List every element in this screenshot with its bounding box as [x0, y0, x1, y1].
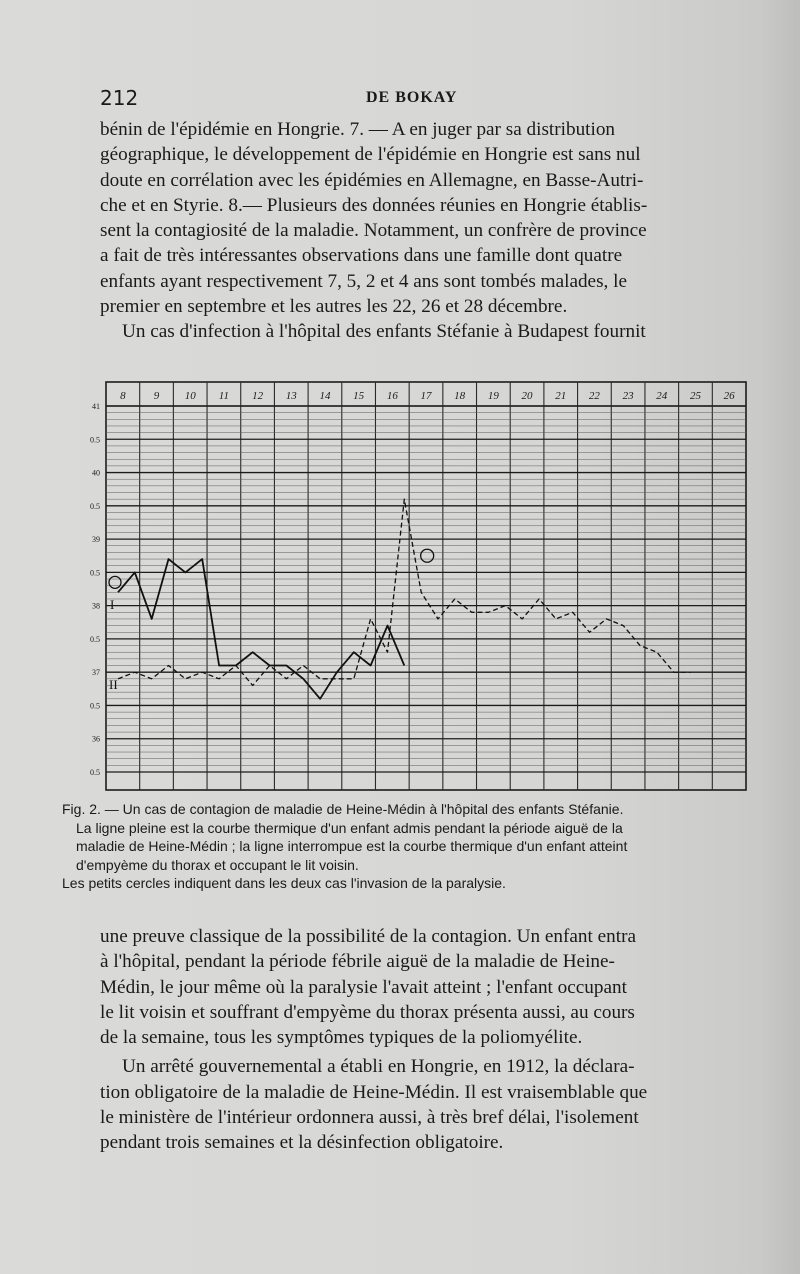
text-line: a fait de très intéressantes observations dans une famille dont quatre	[100, 245, 623, 267]
caption-line: d'empyème du thorax et occupant le lit voisin.	[76, 856, 359, 873]
text-line: le ministère de l'intérieur ordonnera aussi, à très bref délai, l'isolement	[100, 1107, 639, 1129]
text-line: tion obligatoire de la maladie de Heine-Médin. Il est vraisemblable que	[100, 1081, 648, 1103]
day-label: 14	[319, 390, 331, 402]
day-label: 23	[622, 390, 634, 402]
temperature-label: 39	[92, 535, 100, 545]
paragraph-intro	[100, 117, 730, 345]
caption-line: La ligne pleine est la courbe thermique d'un enfant admis pendant la période aiguë de la	[76, 819, 623, 836]
temperature-label: 0.5	[90, 568, 100, 578]
day-label: 22	[588, 390, 600, 402]
day-label: 25	[689, 390, 701, 402]
text-line: Médin, le jour même où la paralysie l'avait atteint ; l'enfant occupant	[100, 976, 627, 998]
temperature-labels	[90, 402, 100, 777]
paragraph-contagion	[100, 924, 730, 1156]
caption-line: Les petits cercles indiquent dans les deux cas l'invasion de la paralysie.	[62, 875, 506, 891]
day-label: 12	[252, 390, 264, 402]
caption-line: maladie de Heine-Médin ; la ligne interrompue est la courbe thermique d'un enfant atteint	[76, 838, 628, 854]
day-label: 19	[487, 390, 499, 402]
temperature-label: 0.5	[90, 701, 100, 711]
day-label: 21	[555, 390, 567, 402]
roman-two-label: II	[109, 676, 118, 692]
text-line: premier en septembre et les autres les 22, 26 et 28 décembre.	[100, 296, 568, 318]
day-label: 20	[521, 390, 533, 402]
text-line: sent la contagiosité de la maladie. Notamment, un confrère de province	[100, 220, 647, 242]
roman-one-label: I	[110, 596, 115, 612]
temperature-label: 0.5	[90, 634, 100, 644]
chart-markers	[109, 549, 434, 692]
text-line: Un cas d'infection à l'hôpital des enfants Stéfanie à Budapest fournit	[122, 321, 646, 343]
temperature-label: 38	[92, 601, 100, 611]
text-line: géographique, le développement de l'épidémie en Hongrie est sans nul	[100, 144, 641, 166]
day-labels	[120, 390, 735, 402]
text-line: le lit voisin et souffrant d'empyème du thorax présenta aussi, au cours	[100, 1001, 635, 1023]
day-label: 26	[723, 390, 735, 402]
page-header	[100, 86, 740, 116]
temperature-chart	[78, 370, 758, 800]
day-label: 16	[386, 390, 398, 402]
paralysis-circle-left	[109, 576, 121, 588]
text-line: pendant trois semaines et la désinfection obligatoire.	[100, 1132, 504, 1154]
temperature-label: 0.5	[90, 501, 100, 511]
text-line: Un arrêté gouvernemental a établi en Hongrie, en 1912, la déclara-	[122, 1056, 635, 1078]
temperature-label: 0.5	[90, 435, 100, 445]
day-label: 9	[153, 390, 160, 402]
temperature-label: 37	[92, 668, 100, 678]
day-label: 8	[120, 390, 126, 402]
text-line: une preuve classique de la possibilité de la contagion. Un enfant entra	[100, 926, 637, 947]
text-line: bénin de l'épidémie en Hongrie. 7. — A en juger par sa distribution	[100, 119, 616, 140]
running-head: DE BOKAY	[366, 89, 458, 106]
day-label: 15	[353, 390, 365, 402]
text-line: à l'hôpital, pendant la période fébrile aiguë de la maladie de Heine-	[100, 951, 615, 973]
temperature-chart-svg	[78, 370, 758, 800]
temperature-label: 36	[92, 734, 100, 744]
caption-line: Fig. 2. — Un cas de contagion de maladie de Heine-Médin à l'hôpital des enfants Stéfanie.	[62, 801, 624, 817]
day-label: 13	[285, 390, 297, 402]
figure-caption	[62, 800, 777, 893]
day-label: 11	[218, 390, 229, 402]
temperature-label: 0.5	[90, 768, 100, 777]
day-label: 10	[184, 390, 196, 402]
text-line: doute en corrélation avec les épidémies en Allemagne, en Basse-Autri-	[100, 169, 644, 191]
text-line: che et en Styrie. 8.— Plusieurs des données réunies en Hongrie établis-	[100, 194, 648, 216]
paralysis-circle-right	[421, 549, 434, 562]
day-label: 24	[656, 390, 668, 402]
text-line: de la semaine, tous les symptômes typiques de la poliomyélite.	[100, 1027, 583, 1049]
page-number: 212	[100, 86, 139, 110]
day-label: 17	[420, 390, 432, 402]
solid-temperature-curve	[118, 559, 404, 699]
temperature-label: 40	[92, 468, 100, 478]
text-line: enfants ayant respectivement 7, 5, 2 et 4 ans sont tombés malades, le	[100, 270, 627, 292]
temperature-label: 41	[92, 402, 100, 411]
day-label: 18	[454, 390, 466, 402]
chart-frame	[106, 382, 746, 790]
chart-grid	[106, 382, 746, 790]
